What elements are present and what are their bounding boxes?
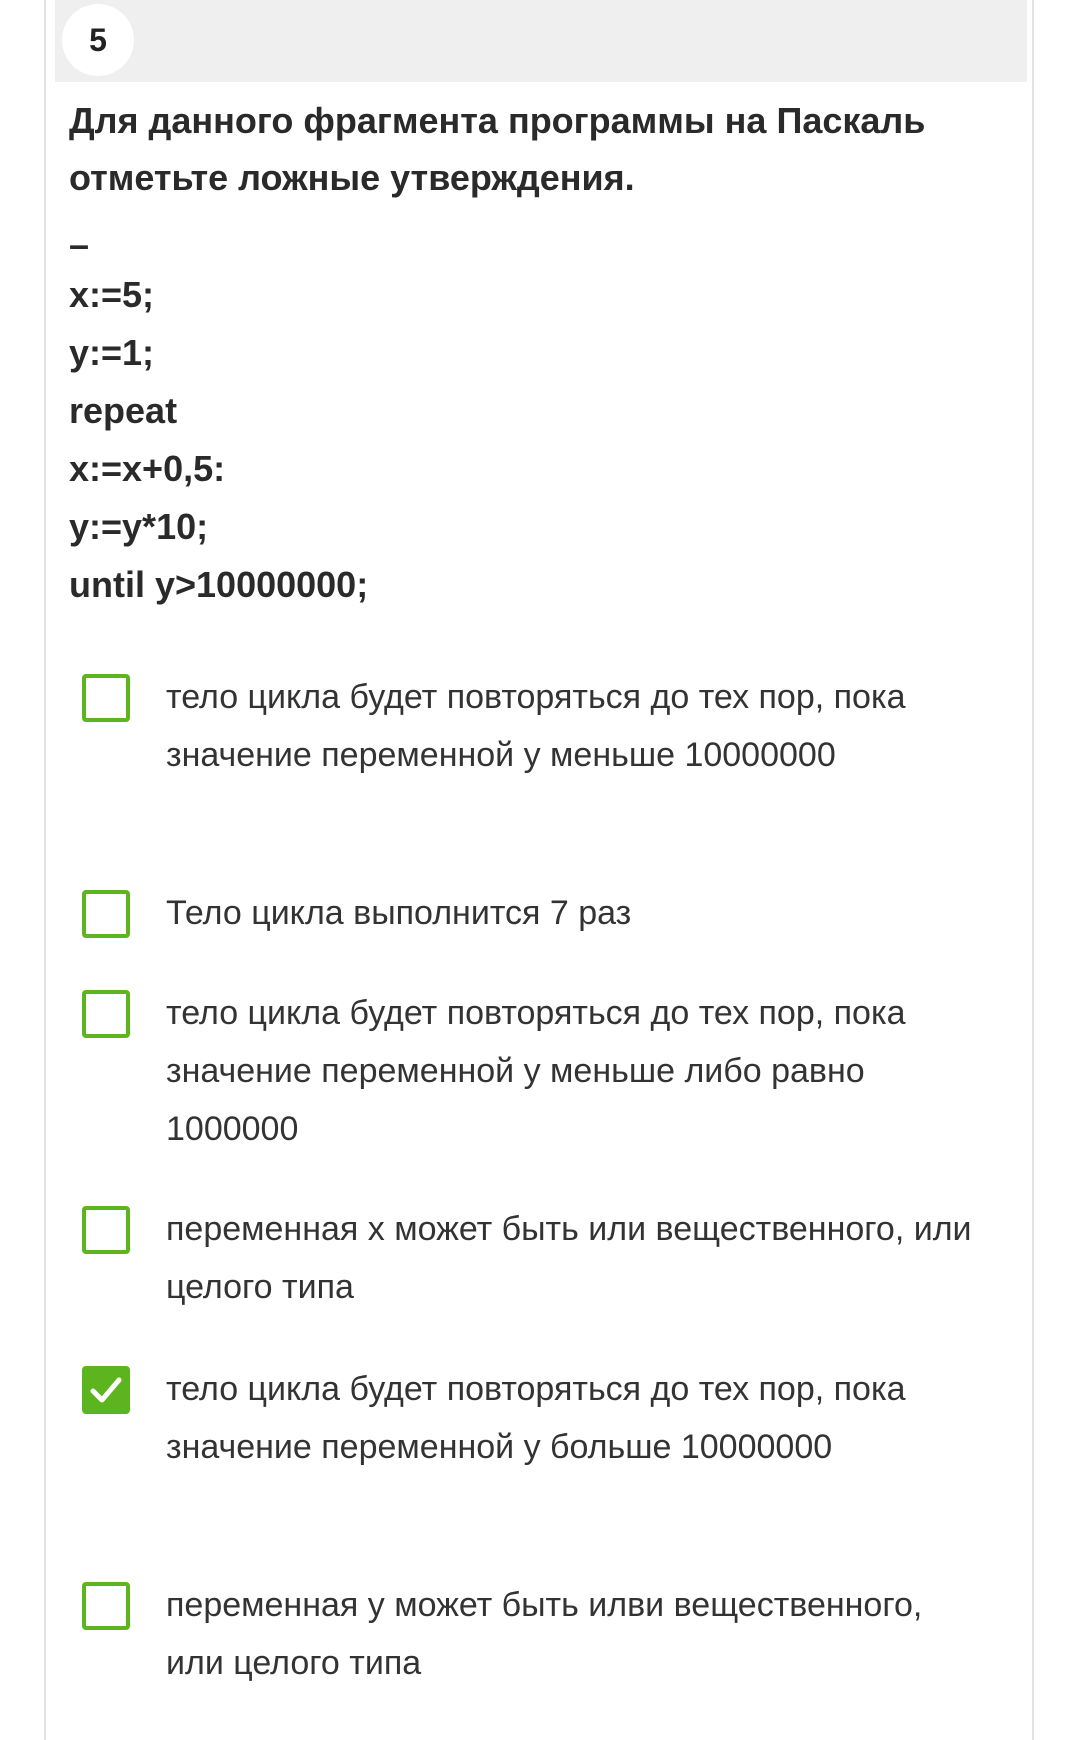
code-line: repeat — [69, 390, 178, 431]
checkbox-5[interactable] — [82, 1366, 130, 1414]
code-line: x:=x+0,5: — [69, 448, 226, 489]
code-line: y:=1; — [69, 332, 155, 373]
answer-option-label: переменная x может быть или вещественного, или целого типа — [166, 1210, 972, 1306]
checkbox-6[interactable] — [82, 1582, 130, 1630]
answer-option-label: тело цикла будет повторяться до тех пор, пока значение переменной y больше 10000000 — [166, 1370, 906, 1466]
answer-option-label: переменная y может быть илви вещественного, или целого типа — [166, 1586, 923, 1682]
question-prompt: Для данного фрагмента программы на Паскаль отметьте ложные утверждения. — [69, 100, 926, 198]
checkbox-4[interactable] — [82, 1206, 130, 1254]
checkbox-2[interactable] — [82, 890, 130, 938]
checkbox-3[interactable] — [82, 990, 130, 1038]
answer-option-label: тело цикла будет повторяться до тех пор, пока значение переменной y меньше либо равно 1000000 — [166, 994, 906, 1148]
checkbox-1[interactable] — [82, 674, 130, 722]
code-line: x:=5; — [69, 274, 155, 315]
code-block — [69, 224, 989, 614]
answer-option-label: Тело цикла выполнится 7 раз — [166, 894, 632, 932]
question-header — [55, 0, 1027, 82]
question-number-badge: 5 — [62, 4, 134, 76]
code-line: until y>10000000; — [69, 564, 369, 605]
code-line: y:=y*10; — [69, 506, 209, 547]
checkmark-icon — [89, 1374, 123, 1406]
answer-option-label: тело цикла будет повторяться до тех пор, пока значение переменной y меньше 10000000 — [166, 678, 906, 774]
code-line: – — [69, 224, 90, 265]
